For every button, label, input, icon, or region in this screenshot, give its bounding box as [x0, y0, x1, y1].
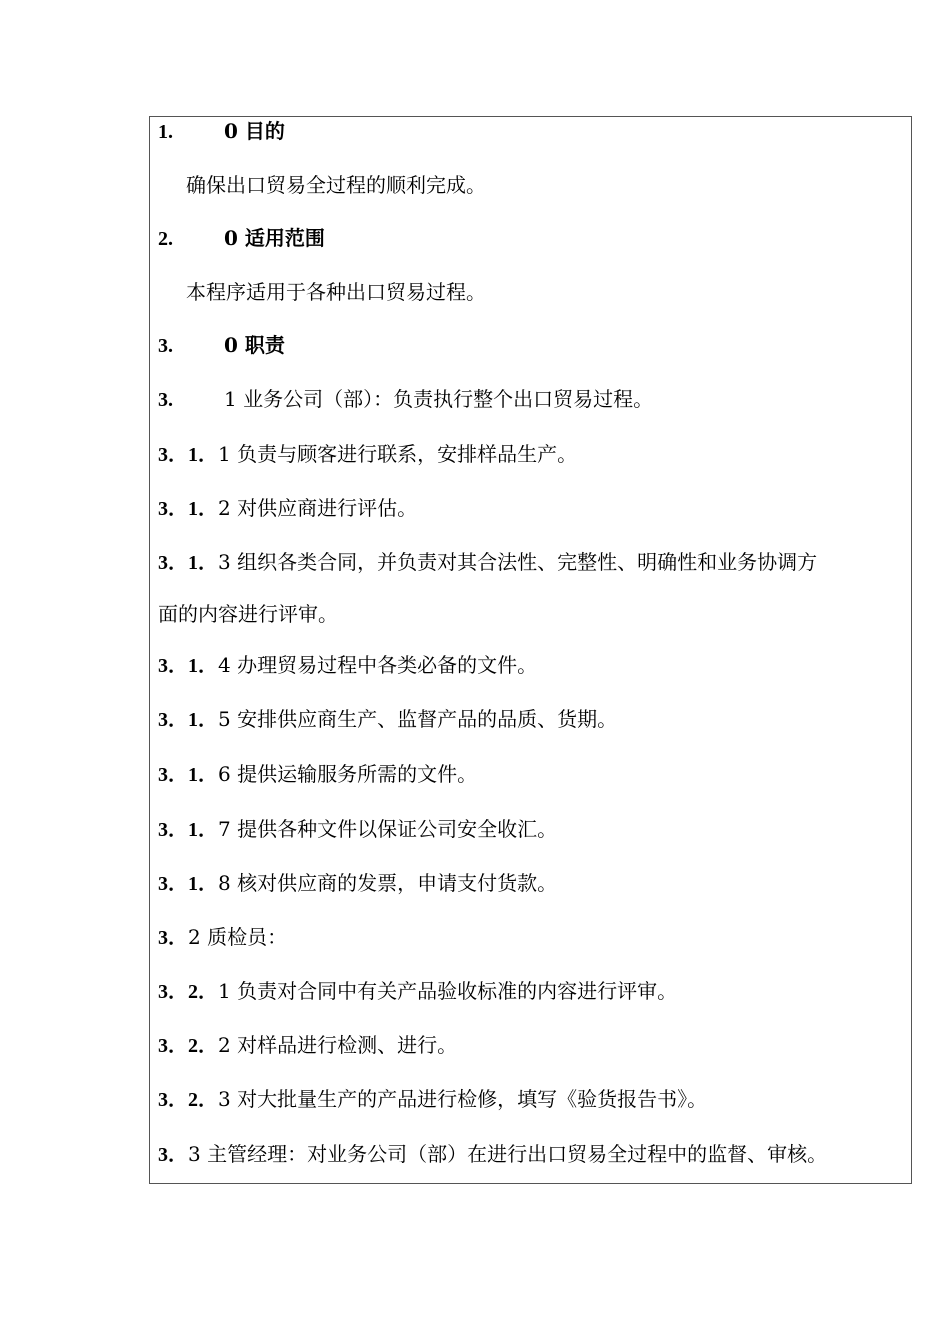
section-number: 2.	[158, 228, 173, 250]
section-text: 2 质检员：	[188, 925, 288, 949]
document-line	[158, 440, 577, 469]
section-number: 3．1．	[158, 552, 218, 574]
section-text: 面的内容进行评审。	[158, 602, 338, 626]
document-line	[158, 1085, 707, 1114]
document-line	[158, 977, 677, 1006]
section-text: 3 组织各类合同，并负责对其合法性、完整性、明确性和业务协调方	[218, 550, 818, 574]
document-line	[158, 923, 287, 952]
section-number: 3．1．	[158, 764, 218, 786]
section-number: 3．2．	[158, 981, 218, 1003]
section-text: 5 安排供应商生产、监督产品的品质、货期。	[218, 707, 618, 731]
document-line	[158, 494, 417, 523]
section-number: 3．1．	[158, 709, 218, 731]
section-number: 3．	[158, 927, 188, 949]
document-frame	[149, 116, 912, 1184]
document-line	[158, 600, 338, 628]
section-text: 8 核对供应商的发票，申请支付货款。	[218, 871, 558, 895]
document-line	[158, 224, 325, 253]
section-number: 3．	[158, 1144, 188, 1166]
document-line	[158, 117, 285, 146]
section-number: 3．1．	[158, 819, 218, 841]
section-text: 3 对大批量生产的产品进行检修，填写《验货报告书》。	[218, 1087, 708, 1111]
document-line	[158, 651, 537, 680]
section-text: 3 主管经理：对业务公司（部）在进行出口贸易全过程中的监督、审核。	[188, 1142, 828, 1166]
document-line	[158, 869, 557, 898]
section-text: 6 提供运输服务所需的文件。	[218, 762, 478, 786]
section-text: 0 职责	[224, 333, 285, 357]
section-text: 1 负责对合同中有关产品验收标准的内容进行评审。	[218, 979, 678, 1003]
document-line	[186, 278, 486, 306]
section-text: 0 目的	[224, 119, 285, 143]
document-line	[158, 705, 617, 734]
document-line	[186, 171, 486, 199]
section-text: 4 办理贸易过程中各类必备的文件。	[218, 653, 538, 677]
section-number: 3．1．	[158, 444, 218, 466]
section-text: 0 适用范围	[224, 226, 325, 250]
section-text: 确保出口贸易全过程的顺利完成。	[186, 173, 486, 197]
section-text: 7 提供各种文件以保证公司安全收汇。	[218, 817, 558, 841]
section-text: 1 业务公司（部）：负责执行整个出口贸易过程。	[224, 387, 654, 411]
document-line	[158, 331, 285, 360]
section-number: 3．1．	[158, 498, 218, 520]
section-number: 3．1．	[158, 873, 218, 895]
document-line	[158, 385, 653, 414]
section-number: 1.	[158, 121, 173, 143]
section-number: 3.	[158, 335, 173, 357]
section-text: 2 对样品进行检测、进行。	[218, 1033, 458, 1057]
document-line	[158, 815, 557, 844]
section-number: 3．2．	[158, 1089, 218, 1111]
document-line	[158, 548, 817, 577]
section-number: 3．1．	[158, 655, 218, 677]
section-text: 1 负责与顾客进行联系，安排样品生产。	[218, 442, 578, 466]
section-text: 2 对供应商进行评估。	[218, 496, 418, 520]
document-line	[158, 760, 477, 789]
section-number: 3.	[158, 389, 173, 411]
section-number: 3．2．	[158, 1035, 218, 1057]
document-line	[158, 1031, 457, 1060]
section-text: 本程序适用于各种出口贸易过程。	[186, 280, 486, 304]
document-line	[158, 1140, 827, 1169]
